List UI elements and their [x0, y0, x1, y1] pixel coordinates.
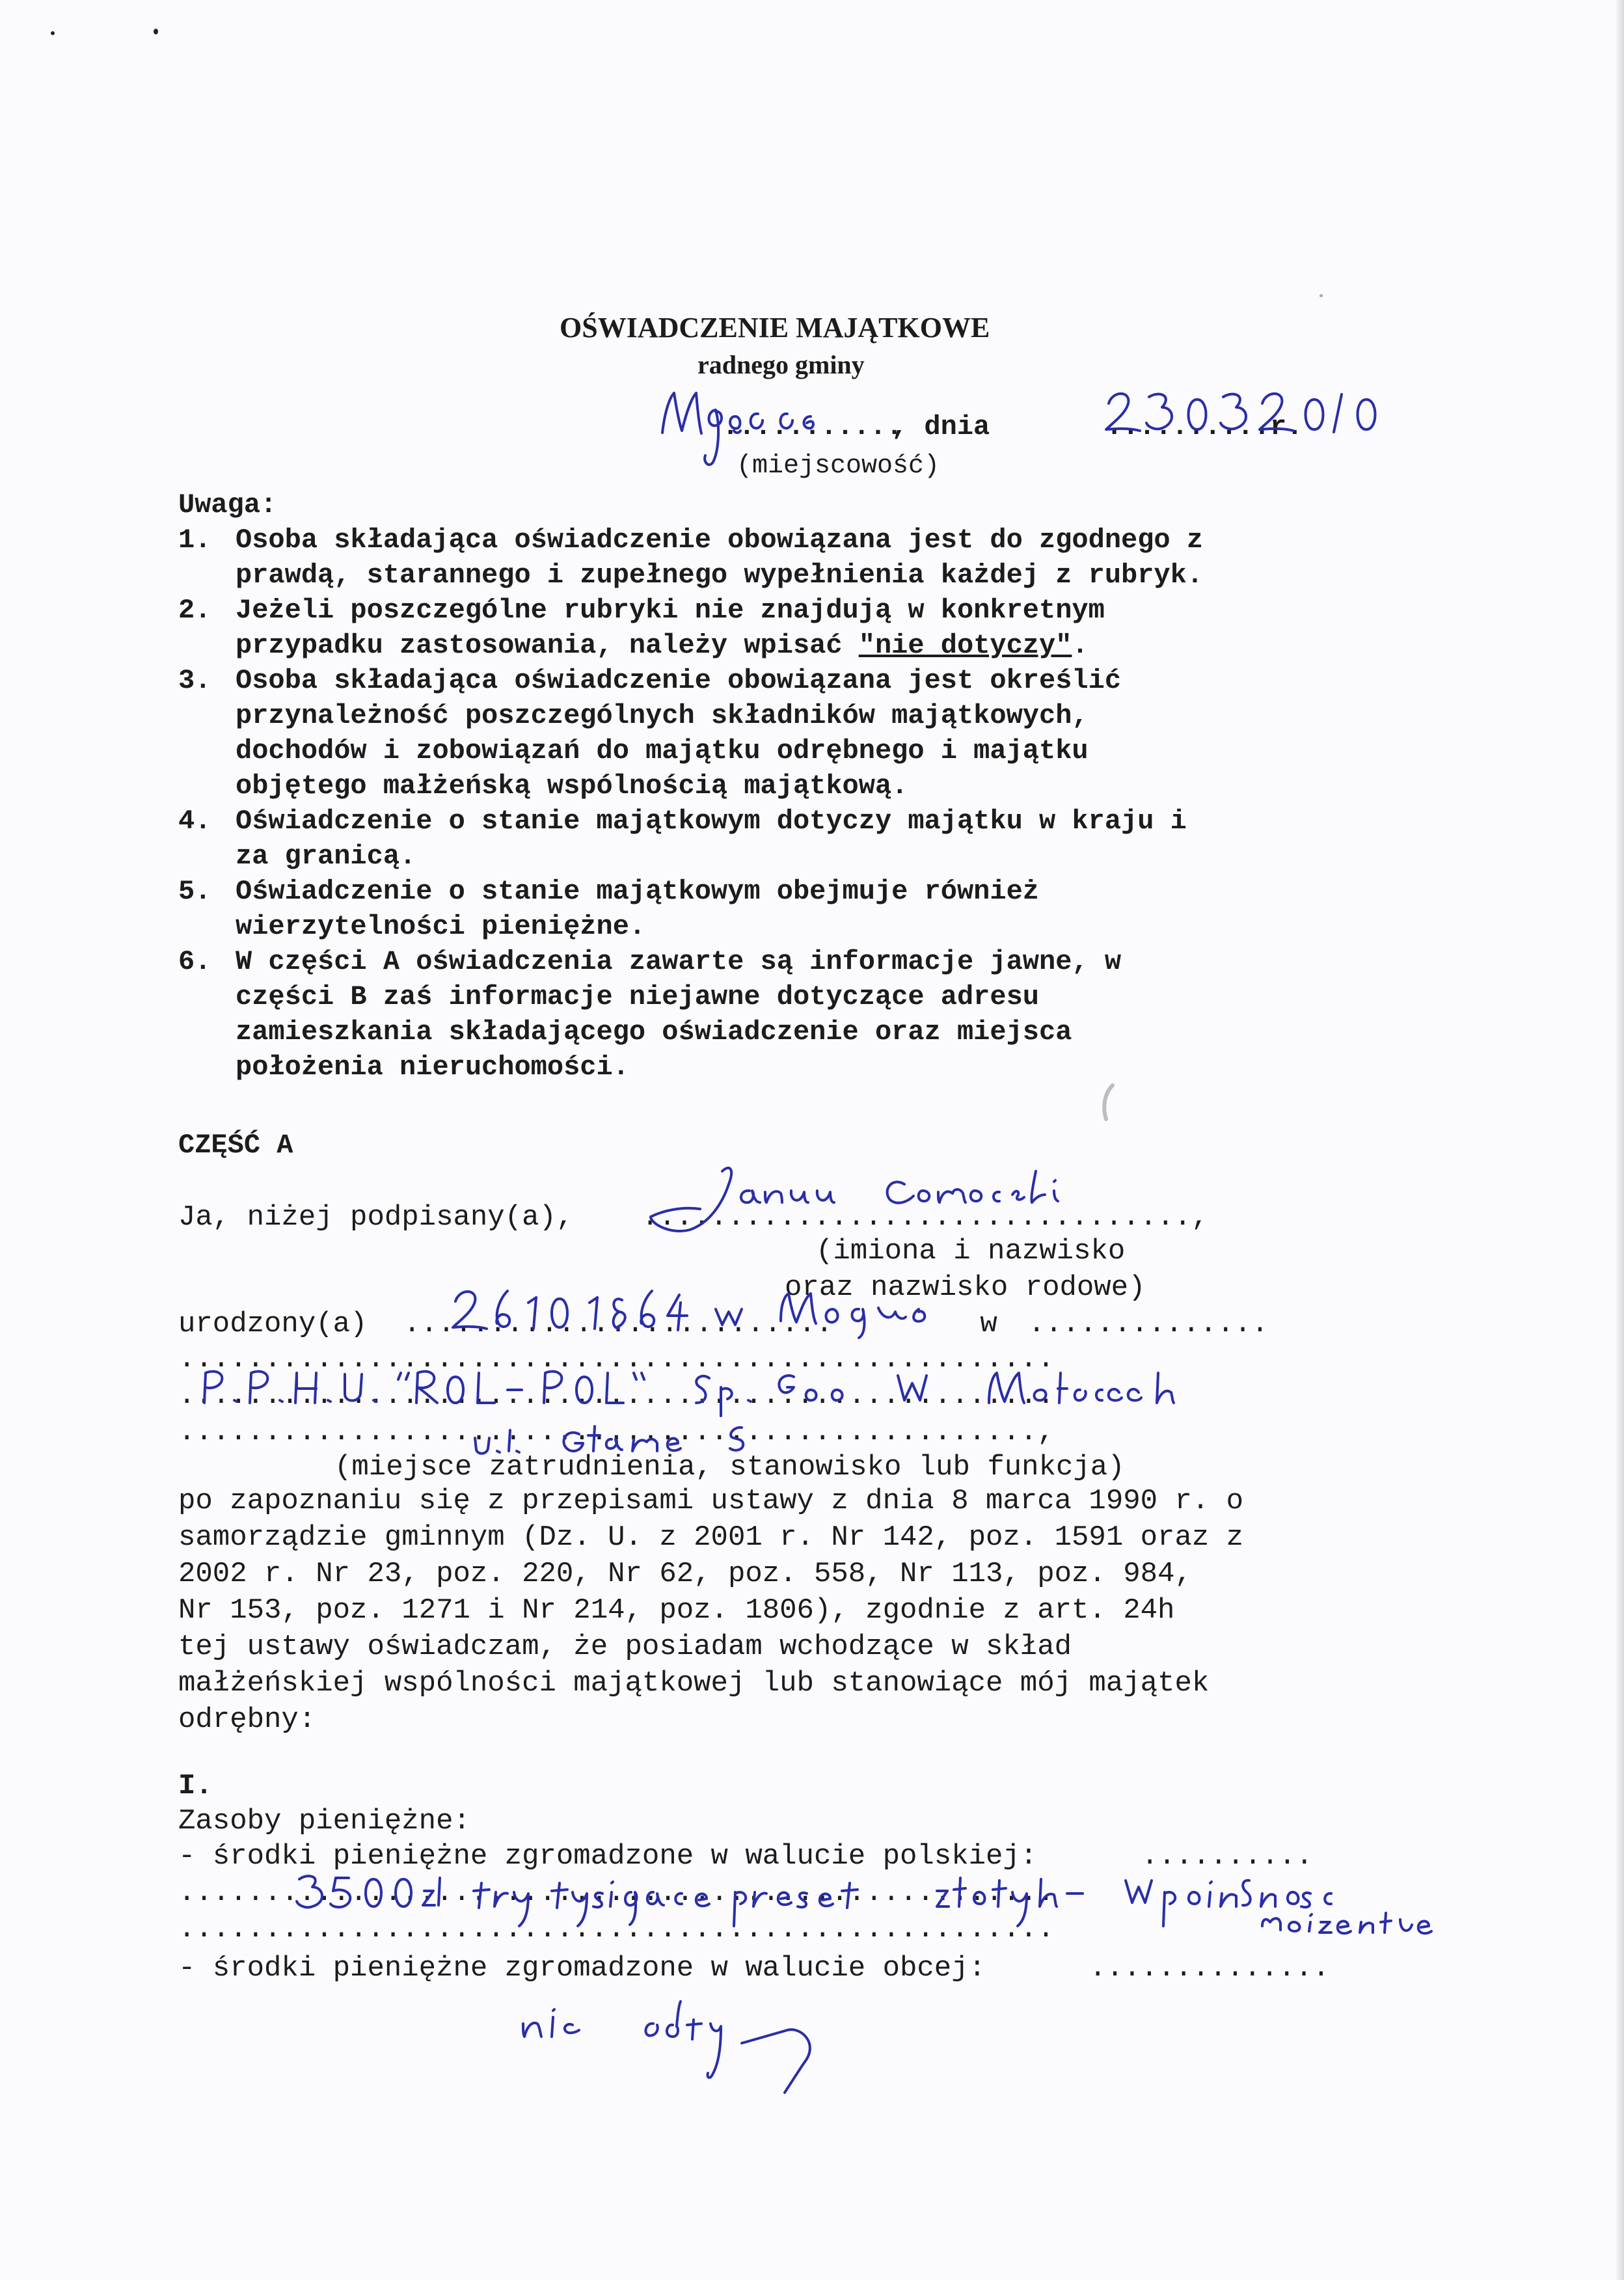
- notes-heading: Uwaga:: [178, 489, 277, 521]
- scan-speck: [154, 29, 158, 34]
- born-dots: .........................: [403, 1308, 833, 1340]
- date-dots: ..........r.: [1106, 411, 1303, 442]
- signer-dots: ................................,: [642, 1201, 1209, 1234]
- dots-line: ...................................................: [178, 1913, 1055, 1946]
- note-number: 4.: [178, 806, 211, 837]
- note-line: za granicą.: [236, 841, 416, 872]
- scan-speck: [51, 31, 55, 35]
- note-number: 2.: [178, 595, 211, 626]
- note-emphasis: "nie dotyczy": [858, 630, 1072, 661]
- note-line: Osoba składająca oświadczenie obowiązana jest określić: [236, 665, 1122, 696]
- dnia-label: , dnia: [891, 411, 990, 442]
- note-line: Oświadczenie o stanie majątkowym dotyczy majątku w kraju i: [236, 806, 1187, 837]
- note-line: części B zaś informacje niejawne dotyczące adresu: [236, 981, 1040, 1012]
- part-a-heading: CZĘŚĆ A: [178, 1130, 293, 1161]
- born-dots-2: ..............: [1028, 1308, 1269, 1340]
- scan-speck: [1320, 294, 1323, 297]
- note-line: przynależność poszczególnych składników majątkowych,: [236, 700, 1089, 731]
- note-period: .: [1072, 630, 1089, 661]
- note-line-text: przypadku zastosowania, należy wpisać: [236, 630, 859, 661]
- fx-dots: ..............: [1089, 1952, 1330, 1985]
- statement-line: tej ustawy oświadczam, że posiadam wchodzące w skład: [178, 1631, 1072, 1663]
- note-number: 3.: [178, 665, 211, 696]
- dots-line: ...................................................: [178, 1877, 1055, 1909]
- statement-line: 2002 r. Nr 23, poz. 220, Nr 62, poz. 558, Nr 113, poz. 984,: [178, 1558, 1192, 1590]
- note-number: 6.: [178, 946, 211, 977]
- fx-label: - środki pieniężne zgromadzone w walucie obcej:: [178, 1952, 1003, 1985]
- note-line: zamieszkania składającego oświadczenie oraz miejsca: [236, 1016, 1072, 1048]
- note-line: W części A oświadczenia zawarte są informacje jawne, w: [236, 946, 1122, 977]
- note-line: wierzytelności pieniężne.: [236, 911, 646, 942]
- note-line: położenia nieruchomości.: [236, 1052, 629, 1083]
- statement-line: samorządzie gminnym (Dz. U. z 2001 r. Nr 142, poz. 1591 oraz z: [178, 1521, 1244, 1554]
- dots-line: ...................................................: [178, 1379, 1055, 1412]
- section-i-heading: I.: [178, 1770, 213, 1802]
- note-line: dochodów i zobowiązań do majątku odrębnego i majątku: [236, 735, 1089, 767]
- employment-caption: (miejsce zatrudnienia, stanowisko lub funkcja): [334, 1451, 1125, 1484]
- note-number: 5.: [178, 876, 211, 907]
- note-line: objętego małżeńską wspólnością majątkową.: [236, 770, 908, 802]
- handwritten-fx-not-applicable: [514, 1991, 852, 2102]
- name-caption-2: oraz nazwisko rodowe): [785, 1271, 1146, 1304]
- note-line: Jeżeli poszczególne rubryki nie znajdują w konkretnym: [236, 595, 1105, 626]
- note-line: Oświadczenie o stanie majątkowym obejmuje również: [236, 876, 1040, 907]
- statement-line: odrębny:: [178, 1703, 316, 1736]
- scan-mark: [1093, 1080, 1119, 1132]
- dots-line-end: ..................................................,: [178, 1416, 1055, 1448]
- dots-line: ...................................................: [178, 1343, 1055, 1376]
- note-line: [236, 630, 1089, 661]
- born-label: urodzony(a): [178, 1308, 385, 1340]
- page-title: OŚWIADCZENIE MAJĄTKOWE: [560, 312, 990, 344]
- page-subtitle: radnego gminy: [697, 350, 865, 379]
- scan-edge-shadow: [1615, 0, 1624, 2280]
- signer-label: Ja, niżej podpisany(a),: [178, 1201, 591, 1234]
- born-w: w: [963, 1308, 1015, 1340]
- note-line: prawdą, starannego i zupełnego wypełnienia każdej z rubryk.: [236, 560, 1204, 591]
- statement-line: Nr 153, poz. 1271 i Nr 214, poz. 1806), zgodnie z art. 24h: [178, 1594, 1175, 1627]
- section-i-label: Zasoby pieniężne:: [178, 1805, 470, 1838]
- statement-line: po zapoznaniu się z przepisami ustawy z dnia 8 marca 1990 r. o: [178, 1485, 1244, 1517]
- pln-dots: ..........: [1141, 1840, 1314, 1873]
- place-dots: ...........: [722, 411, 903, 442]
- note-line: Osoba składająca oświadczenie obowiązana jest do zgodnego z: [236, 524, 1204, 556]
- pln-label: - środki pieniężne zgromadzone w walucie polskiej:: [178, 1840, 1055, 1873]
- note-number: 1.: [178, 524, 211, 556]
- statement-line: małżeńskiej wspólności majątkowej lub stanowiące mój majątek: [178, 1667, 1210, 1700]
- name-caption-1: (imiona i nazwisko: [816, 1235, 1126, 1268]
- place-caption: (miejscowość): [737, 452, 940, 481]
